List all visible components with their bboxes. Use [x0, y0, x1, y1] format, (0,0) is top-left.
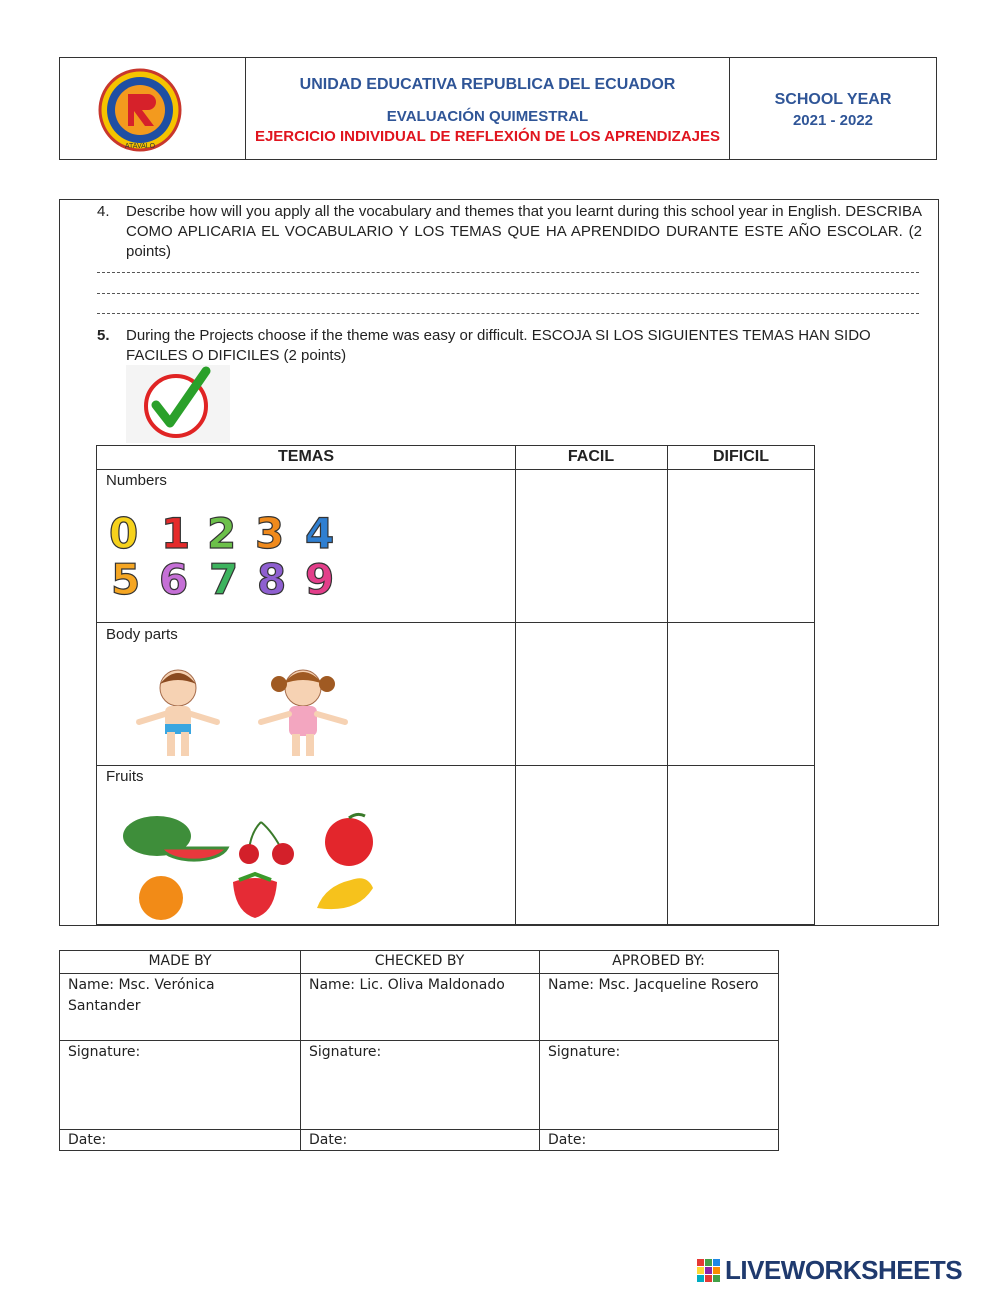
header-facil: FACIL: [567, 448, 615, 465]
approval-table: [59, 950, 779, 1151]
digit-1: 1: [161, 509, 191, 558]
liveworksheets-logo: [697, 1255, 997, 1287]
fruits-illustration: [121, 812, 401, 920]
header-aprobed-by: APROBED BY:: [612, 953, 705, 969]
aprobed-by-name: Name: Msc. Jacqueline Rosero: [548, 977, 759, 993]
question-5-text: During the Projects choose if the theme was easy or difficult. ESCOJA SI LOS SIGUIENTES TEMAS HAN SIDO FACILES O DIFICILES (2 points): [126, 327, 871, 364]
question-5-number: 5.: [97, 327, 110, 344]
digit-2: 2: [207, 509, 237, 558]
numbers-dificil-cell[interactable]: [667, 470, 815, 622]
digit-4: 4: [305, 509, 335, 558]
school-name: UNIDAD EDUCATIVA REPUBLICA DEL ECUADOR: [299, 76, 676, 93]
fruits-dificil-cell[interactable]: [667, 766, 815, 925]
body-parts-illustration: [123, 666, 383, 758]
svg-text:ATAVALO: ATAVALO: [124, 143, 156, 150]
answer-line-2[interactable]: [97, 293, 919, 294]
fruits-facil-cell[interactable]: [515, 766, 667, 925]
topics-table: [96, 445, 815, 925]
digit-8: 8: [257, 555, 287, 600]
made-by-date[interactable]: Date:: [68, 1132, 107, 1148]
liveworksheets-text: LIVEWORKSHEETS: [725, 1255, 963, 1285]
answer-line-1[interactable]: [97, 272, 919, 273]
digit-5: 5: [111, 555, 141, 600]
question-4-number: 4.: [97, 203, 110, 220]
made-by-name: Name: Msc. Verónica Santander: [68, 977, 215, 1014]
liveworksheets-icon: [697, 1259, 721, 1283]
logo-cell: [60, 58, 246, 159]
answer-line-3[interactable]: [97, 313, 919, 314]
evaluation-title: EVALUACIÓN QUIMESTRAL: [386, 108, 589, 125]
title-cell: [246, 58, 730, 159]
checked-by-signature[interactable]: Signature:: [309, 1044, 382, 1060]
checkmark-icon: [126, 365, 230, 443]
digit-3: 3: [255, 509, 285, 558]
year-cell: [730, 58, 936, 159]
numbers-illustration: [107, 508, 357, 600]
aprobed-by-signature[interactable]: Signature:: [548, 1044, 621, 1060]
digit-0: 0: [109, 509, 139, 558]
header-made-by: MADE BY: [148, 953, 212, 969]
header-dificil: DIFICIL: [713, 448, 769, 465]
header-checked-by: CHECKED BY: [374, 953, 465, 969]
aprobed-by-date[interactable]: Date:: [548, 1132, 587, 1148]
topic-body-parts-label: Body parts: [106, 626, 178, 643]
digit-6: 6: [159, 555, 189, 600]
header-temas: TEMAS: [278, 448, 334, 465]
school-logo: [60, 58, 246, 161]
topic-numbers-label: Numbers: [106, 472, 167, 489]
topic-fruits-label: Fruits: [106, 768, 144, 785]
body-parts-facil-cell[interactable]: [515, 623, 667, 765]
exercise-title: EJERCICIO INDIVIDUAL DE REFLEXIÓN DE LOS APRENDIZAJES: [254, 128, 721, 145]
made-by-signature[interactable]: Signature:: [68, 1044, 141, 1060]
school-year-label: SCHOOL YEAR: [774, 91, 892, 108]
body-parts-dificil-cell[interactable]: [667, 623, 815, 765]
school-year-value: 2021 - 2022: [792, 112, 874, 129]
header-table: [59, 57, 937, 160]
question-4-text: Describe how will you apply all the vocabulary and themes that you learnt during this school year in English. DESCRIBA COMO APLICARIA EL VOCABULARIO Y LOS TEMAS QUE HA APRENDIDO DURANTE ESTE AÑO ESCOLAR. (2 points): [126, 203, 922, 260]
digit-7: 7: [209, 555, 239, 600]
numbers-facil-cell[interactable]: [515, 470, 667, 622]
checked-by-date[interactable]: Date:: [309, 1132, 348, 1148]
checked-by-name: Name: Lic. Oliva Maldonado: [309, 977, 505, 993]
digit-9: 9: [305, 555, 335, 600]
